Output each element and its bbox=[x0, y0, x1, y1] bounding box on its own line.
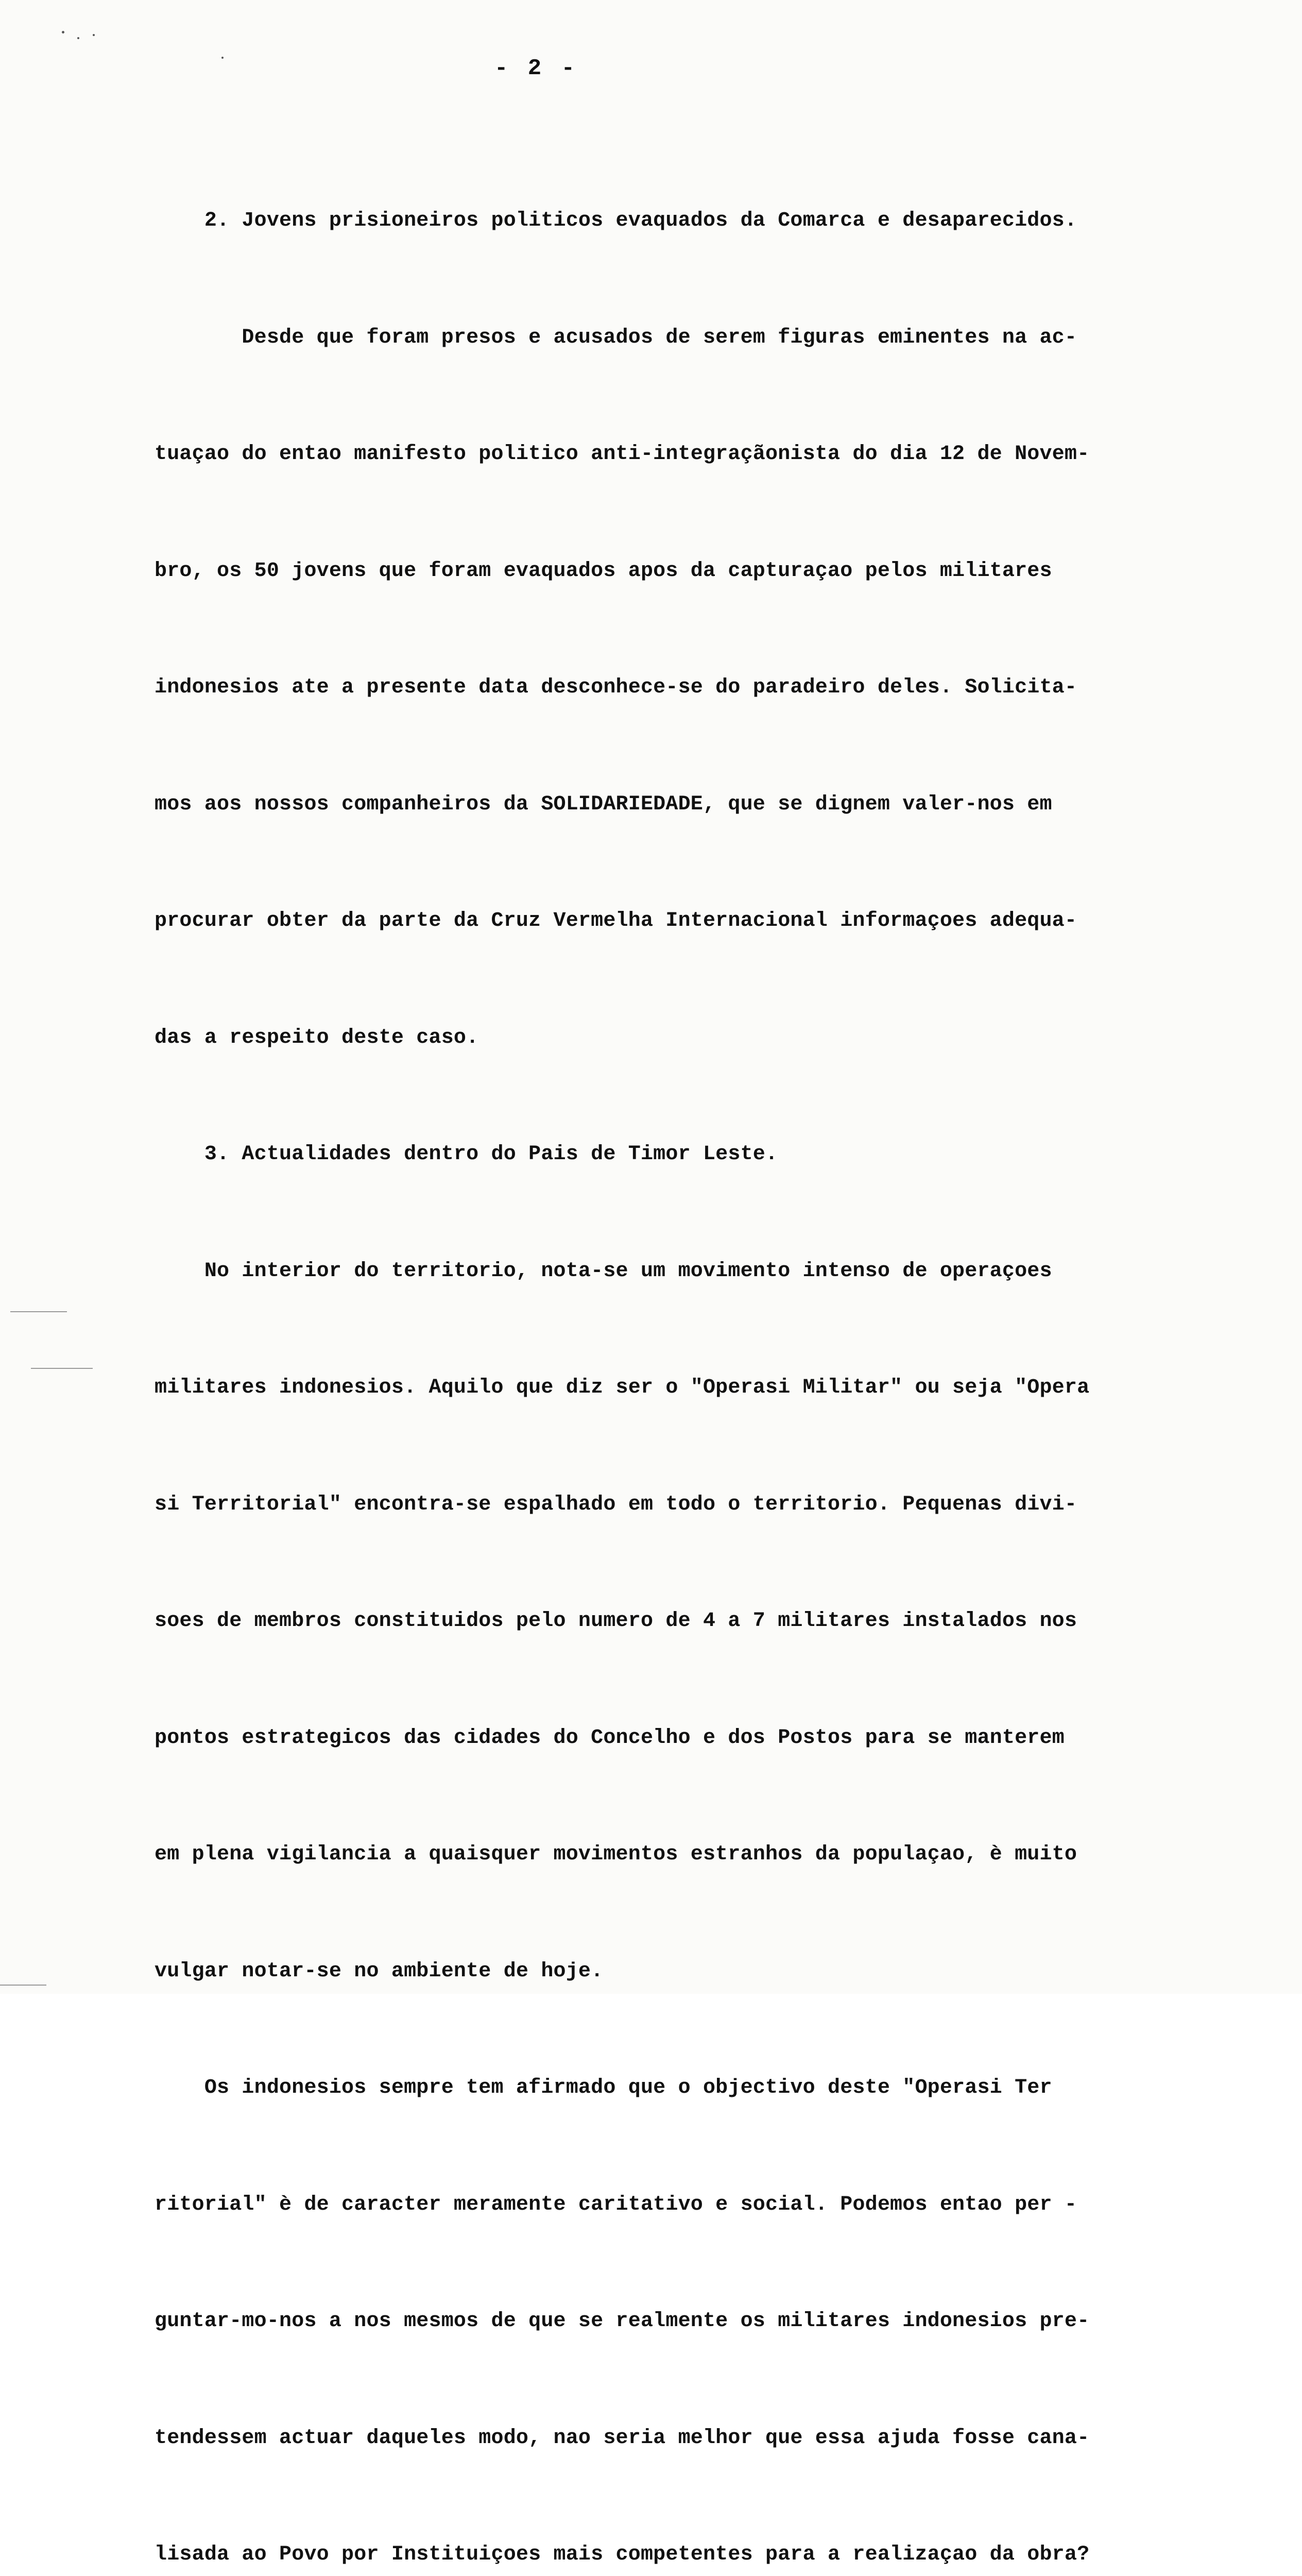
document-body bbox=[155, 124, 1190, 2576]
section-heading-3: 3. Actualidades dentro do Pais de Timor Leste. bbox=[155, 1143, 778, 1166]
paragraph-line: tendessem actuar daqueles modo, nao seria melhor que essa ajuda fosse cana- bbox=[155, 2426, 1090, 2450]
scan-speck bbox=[77, 37, 79, 39]
scan-speck bbox=[221, 57, 224, 59]
paragraph-line: Os indonesios sempre tem afirmado que o objectivo deste "Operasi Ter bbox=[155, 2076, 1052, 2099]
paragraph-line: procurar obter da parte da Cruz Vermelha Internacional informaçoes adequa- bbox=[155, 909, 1077, 933]
scan-margin-mark bbox=[31, 1368, 93, 1369]
paragraph-line: guntar-mo-nos a nos mesmos de que se realmente os militares indonesios pre- bbox=[155, 2310, 1090, 2333]
paragraph-line: das a respeito deste caso. bbox=[155, 1026, 479, 1049]
paragraph-line: No interior do territorio, nota-se um movimento intenso de operaçoes bbox=[155, 1259, 1052, 1283]
scan-margin-mark bbox=[10, 1311, 67, 1312]
paragraph-line: ritorial" è de caracter meramente caritativo e social. Podemos entao per - bbox=[155, 2193, 1077, 2216]
paragraph-line: mos aos nossos companheiros da SOLIDARIEDADE, que se dignem valer-nos em bbox=[155, 792, 1052, 816]
paragraph-line: militares indonesios. Aquilo que diz ser o "Operasi Militar" ou seja "Opera bbox=[155, 1376, 1090, 1399]
scan-margin-mark bbox=[0, 1985, 46, 1986]
section-heading-2: 2. Jovens prisioneiros politicos evaquados da Comarca e desaparecidos. bbox=[155, 209, 1077, 232]
paragraph-line: soes de membros constituidos pelo numero de 4 a 7 militares instalados nos bbox=[155, 1609, 1077, 1633]
paragraph-line: Desde que foram presos e acusados de serem figuras eminentes na ac- bbox=[155, 326, 1077, 349]
paragraph-line: tuaçao do entao manifesto politico anti-integraçãonista do dia 12 de Novem- bbox=[155, 443, 1090, 466]
paragraph-line: si Territorial" encontra-se espalhado em todo o territorio. Pequenas divi- bbox=[155, 1493, 1077, 1516]
paragraph-line: indonesios ate a presente data desconhece-se do paradeiro deles. Solicita- bbox=[155, 676, 1077, 699]
paragraph-line: vulgar notar-se no ambiente de hoje. bbox=[155, 1959, 604, 1983]
paragraph-line: em plena vigilancia a quaisquer movimentos estranhos da populaçao, è muito bbox=[155, 1843, 1077, 1866]
scan-speck bbox=[62, 31, 64, 33]
scan-speck bbox=[93, 34, 95, 36]
paragraph-line: lisada ao Povo por Instituiçoes mais competentes para a realizaçao da obra? bbox=[155, 2543, 1090, 2566]
paragraph-line: pontos estrategicos das cidades do Concelho e dos Postos para se manterem bbox=[155, 1726, 1065, 1750]
paragraph-line: bro, os 50 jovens que foram evaquados apos da capturaçao pelos militares bbox=[155, 559, 1052, 583]
page-number: - 2 - bbox=[494, 56, 578, 81]
